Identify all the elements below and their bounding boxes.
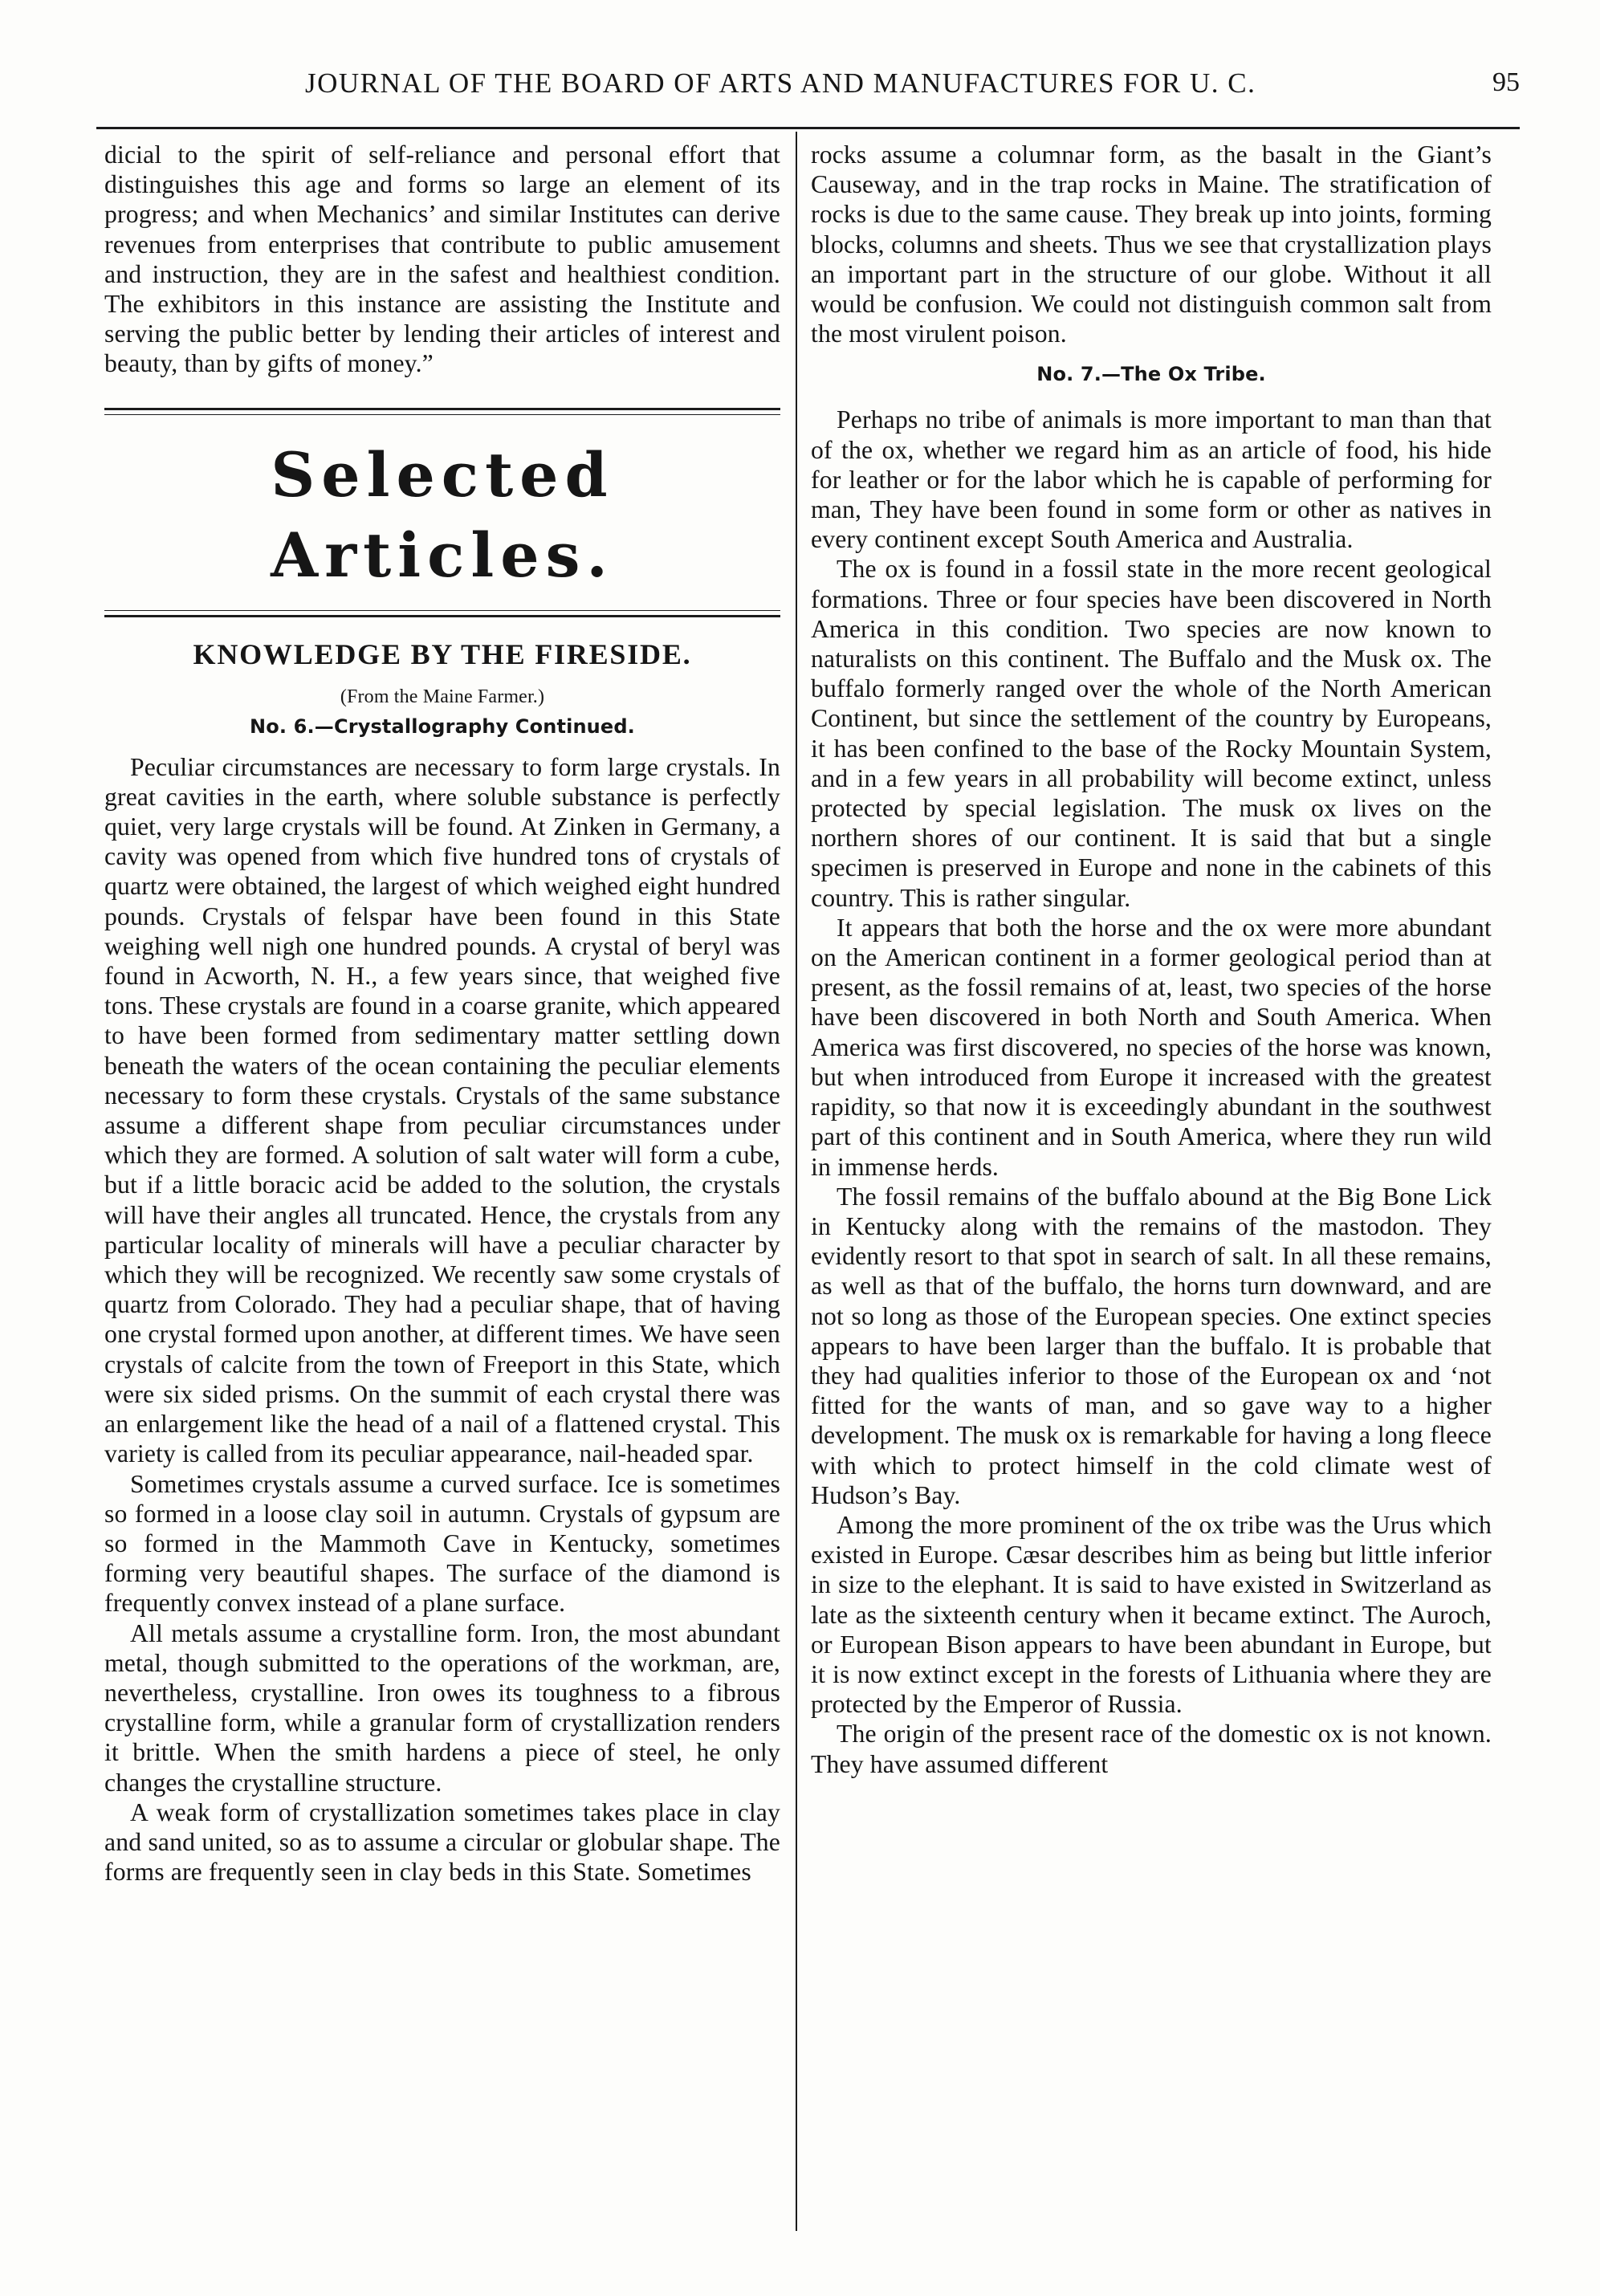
top-double-rule (104, 408, 780, 415)
continued-paragraph: rocks assume a columnar form, as the basalt in the Giant’s Causeway, and in the trap rocks in Maine. The stratification of rocks is due to the same cause. They break up into joints, forming blocks, columns and sheets. Thus we see that crystallization plays an important part in the structure of our globe. Without it all would be confusion. We could not distinguish common salt from the most virulent poison. (811, 140, 1492, 348)
paragraph: The ox is found in a fossil state in the more recent geological formations. Three or four species have been discovered in North America in this condition. Two species are now known to naturalists on this continent. The Buffalo and the Musk ox. The buffalo formerly ranged over the whole of the North American Continent, but since the settlement of the country by Europeans, it has been confined to the base of the Rocky Mountain System, and in a few years in all probability will become extinct, unless protected by special legislation. The musk ox lives on the northern shores of our continent. It is said that but a single specimen is preserved in Europe and none in the cabinets of this country. This is rather singular. (811, 555, 1492, 912)
column-divider (796, 132, 797, 2231)
paragraph: Peculiar circumstances are necessary to form large crystals. In great cavities in the earth, where soluble substance is perfectly quiet, very large crystals will be found. At Zinken in Germany, a cavity was opened from which five hundred tons of crystals of quartz were obtained, the largest of which weighed eight hundred pounds. Crystals of felspar have been found in this State weighing well nigh one hundred pounds. A crystal of beryl was found in Acworth, N. H., a few years since, that weighed five tons. These crystals are found in a coarse granite, which appeared to have been formed from sedimentary matter settling down beneath the waters of the ocean containing the peculiar elements necessary to form these crystals. Crystals of the same substance assume a different shape from peculiar circumstances under which they are formed. A solution of salt water will form a cube, but if a little boracic acid be added to the solution, the crystals will have their angles all truncated. Hence, the crystals from any particular locality of minerals will have a peculiar character by which they will be recognized. We recently saw some crystals of quartz from Colorado. They had a peculiar shape, that of having one crystal formed upon another, at different times. We have seen crystals of calcite from the town of Freeport in this State, which were six sided prisms. On the summit of each crystal there was an enlargement like the head of a nail of a flattened crystal. This variety is called from its peculiar appearance, nail-headed spar. (104, 752, 780, 1468)
journal-title: JOURNAL OF THE BOARD OF ARTS AND MANUFACTURES FOR U. C. (305, 67, 1256, 99)
page-number: 95 (1492, 67, 1520, 97)
paragraph: The origin of the present race of the domestic ox is not known. They have assumed different (811, 1720, 1492, 1778)
header-rule (96, 127, 1520, 129)
continued-paragraph: dicial to the spirit of self-reliance and personal effort that distinguishes this age and forms so large an element of its progress; and when Mechanics’ and similar Institutes can derive revenues from enterprises that contribute to public amusement and instruction, they are in the safest and healthiest condition. The exhibitors in this instance are assisting the Institute and serving the public better by lending their articles of interest and beauty, than by gifts of money.” (104, 140, 780, 378)
paragraph: The fossil remains of the buffalo abound at the Big Bone Lick in Kentucky along with the remains of the mastodon. They evidently resort to that spot in search of salt. In all these remains, as well as that of the buffalo, the horns turn downward, and are not so long as those of the European species. One extinct species appears to have been larger than the buffalo. It is probable that they had qualities inferior to those of the European ox and ‘not fitted for the wants of man, and so gave way to a higher development. The musk ox is remarkable for having a long fleece with which to protect himself in the cold climate west of Hudson’s Bay. (811, 1182, 1492, 1509)
bottom-double-rule (104, 610, 780, 617)
running-header (96, 67, 1520, 114)
paragraph: Perhaps no tribe of animals is more important to man than that of the ox, whether we regard him as an article of food, his hide for leather or for the labor which he is capable of performing for man, They have been found in some form or other as natives in every continent except South America and Australia. (811, 405, 1492, 554)
paragraph: A weak form of crystallization sometimes takes place in clay and sand united, so as to assume a circular or globular shape. The forms are frequently seen in clay beds in this State. Sometimes (104, 1797, 780, 1887)
article-title: KNOWLEDGE BY THE FIRESIDE. (193, 637, 692, 670)
subheading: No. 7.—The Ox Tribe. (1036, 363, 1266, 386)
right-column (811, 140, 1492, 1779)
subheading: No. 6.—Crystallography Continued. (250, 714, 635, 738)
selected-articles-rule-block (104, 408, 780, 617)
paragraph: Sometimes crystals assume a curved surface. Ice is sometimes so formed in a loose clay soil in autumn. Crystals of gypsum are so formed in the Mammoth Cave in Kentucky, sometimes forming very beautiful shapes. The surface of the diamond is frequently convex instead of a plane surface. (104, 1469, 780, 1618)
section-banner: Selected Articles. (271, 438, 614, 591)
paragraph: All metals assume a crystalline form. Iron, the most abundant metal, though submitted to the operations of the workman, are, nevertheless, crystalline. Iron owes its toughness to a fibrous crystalline form, while a granular form of crystallization renders it brittle. When the smith hardens a piece of steel, he only changes the crystalline structure. (104, 1618, 780, 1797)
paragraph: Among the more prominent of the ox tribe was the Urus which existed in Europe. Cæsar describes him as being but little inferior in size to the elephant. It is said to have existed in Switzerland as late as the sixteenth century when it became extinct. The Auroch, or European Bison appears to have been abundant in Europe, but it is now extinct except in the forests of Lithuania where they are protected by the Emperor of Russia. (811, 1510, 1492, 1719)
paragraph: It appears that both the horse and the ox were more abundant on the American continent in a former geological period than at present, as the fossil remains of at, least, two species of the horse have been discovered in both North and South America. When America was first discovered, no species of the horse was known, but when introduced from Europe it increased with the greatest rapidity, so that now it is exceedingly abundant in the southwest part of this continent and in South America, where they run wild in immense herds. (811, 913, 1492, 1181)
source-line: (From the Maine Farmer.) (340, 686, 545, 707)
left-column (104, 140, 780, 1887)
